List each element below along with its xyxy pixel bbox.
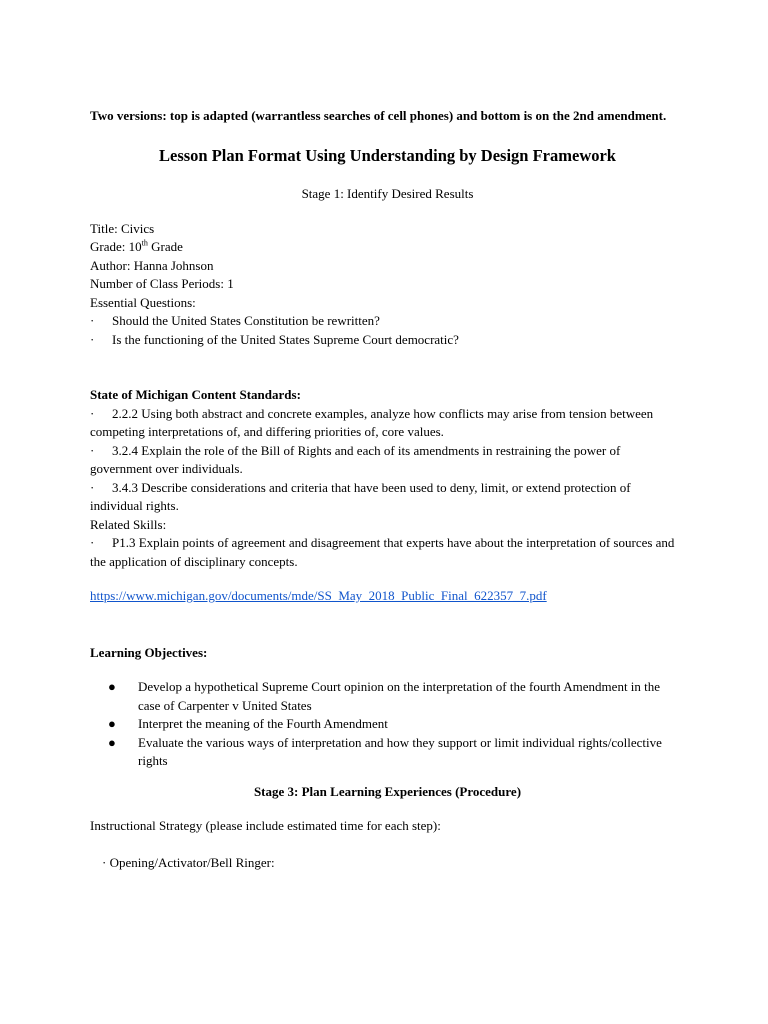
standard-item: · 3.4.3 Describe considerations and criteria that have been used to deny, limit, or extend protection of individual rights.: [90, 479, 631, 513]
standards-heading: State of Michigan Content Standards:: [90, 387, 301, 402]
bullet-marker: ·: [90, 442, 95, 458]
essential-question-item: · Should the United States Constitution be rewritten?: [90, 312, 685, 331]
meta-grade: Grade: 10th Grade: [90, 238, 183, 254]
document-title: Lesson Plan Format Using Understanding by Design Framework: [159, 146, 616, 165]
bullet-marker: ·: [90, 479, 95, 495]
standards-link[interactable]: https://www.michigan.gov/documents/mde/SS_May_2018_Public_Final_622357_7.pdf: [90, 588, 547, 603]
standard-item: · 3.2.4 Explain the role of the Bill of Rights and each of its amendments in restraining the power of government over individuals.: [90, 442, 621, 476]
essential-question-item: · Is the functioning of the United States Supreme Court democratic?: [90, 331, 685, 350]
stage1-heading: Stage 1: Identify Desired Results: [301, 186, 474, 201]
bullet-marker: ·: [90, 405, 95, 421]
lesson-meta: [90, 220, 685, 350]
essential-questions-label: Essential Questions:: [90, 294, 196, 310]
objectives-list: [90, 678, 685, 771]
bullet-dot-icon: ●: [108, 734, 116, 750]
bullet-marker: ·: [90, 313, 95, 328]
standard-item: · 2.2.2 Using both abstract and concrete examples, analyze how conflicts may arise from tension between competing interpretations of, and differing priorities of, core values.: [90, 405, 654, 439]
instructional-strategy: Instructional Strategy (please include estimated time for each step):: [90, 818, 441, 833]
intro-note: Two versions: top is adapted (warrantless searches of cell phones) and bottom is on the 2nd amendment.: [90, 108, 667, 123]
objective-item: ● Evaluate the various ways of interpretation and how they support or limit individual rights/collective rights: [90, 734, 685, 771]
document-page: [90, 106, 685, 872]
objectives-heading: Learning Objectives:: [90, 644, 208, 660]
bullet-marker: ·: [90, 535, 95, 550]
stage3-heading: Stage 3: Plan Learning Experiences (Procedure): [253, 783, 522, 799]
bullet-dot-icon: ●: [108, 679, 116, 694]
bullet-dot-icon: ●: [108, 716, 116, 731]
objective-item: ● Develop a hypothetical Supreme Court opinion on the interpretation of the fourth Amendment in the case of Carpenter v United States: [90, 678, 685, 715]
related-skill-item: · P1.3 Explain points of agreement and disagreement that experts have about the interpretation of sources and the application of disciplinary concepts.: [90, 535, 675, 569]
meta-title: Title: Civics: [90, 220, 155, 236]
opening-activator: · Opening/Activator/Bell Ringer:: [102, 854, 275, 870]
meta-periods: Number of Class Periods: 1: [90, 276, 234, 291]
related-skills-label: Related Skills:: [90, 516, 167, 532]
bullet-marker: ·: [90, 331, 95, 347]
grade-superscript: th: [141, 238, 148, 248]
objective-item: ● Interpret the meaning of the Fourth Amendment: [90, 715, 685, 734]
meta-author: Author: Hanna Johnson: [90, 257, 214, 273]
